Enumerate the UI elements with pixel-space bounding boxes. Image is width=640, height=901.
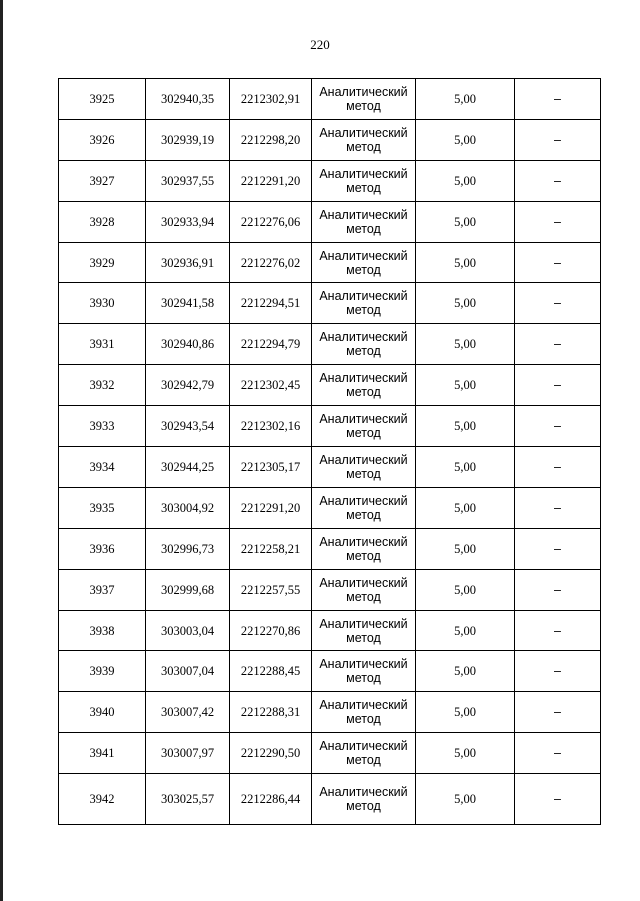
note-cell: – [515,201,601,242]
note-cell: – [515,406,601,447]
table-body [59,79,601,825]
error-cell: 5,00 [416,201,515,242]
table-row [59,774,601,825]
note-cell: – [515,283,601,324]
error-cell: 5,00 [416,324,515,365]
y-coordinate-cell: 2212288,45 [230,651,312,692]
method-cell: Аналитический метод [312,160,416,201]
y-coordinate-cell: 2212290,50 [230,733,312,774]
x-coordinate-cell: 302944,25 [146,447,230,488]
method-cell: Аналитический метод [312,119,416,160]
note-cell: – [515,324,601,365]
y-coordinate-cell: 2212291,20 [230,160,312,201]
point-number-cell: 3937 [59,569,146,610]
y-coordinate-cell: 2212302,16 [230,406,312,447]
x-coordinate-cell: 303003,04 [146,610,230,651]
y-coordinate-cell: 2212298,20 [230,119,312,160]
x-coordinate-cell: 302933,94 [146,201,230,242]
point-number-cell: 3934 [59,447,146,488]
error-cell: 5,00 [416,651,515,692]
table-row [59,242,601,283]
error-cell: 5,00 [416,610,515,651]
y-coordinate-cell: 2212257,55 [230,569,312,610]
method-cell: Аналитический метод [312,733,416,774]
point-number-cell: 3939 [59,651,146,692]
point-number-cell: 3940 [59,692,146,733]
table-row [59,365,601,406]
x-coordinate-cell: 302940,35 [146,79,230,120]
note-cell: – [515,774,601,825]
x-coordinate-cell: 303007,97 [146,733,230,774]
method-cell: Аналитический метод [312,528,416,569]
y-coordinate-cell: 2212258,21 [230,528,312,569]
y-coordinate-cell: 2212286,44 [230,774,312,825]
y-coordinate-cell: 2212302,91 [230,79,312,120]
x-coordinate-cell: 302936,91 [146,242,230,283]
note-cell: – [515,487,601,528]
table-row [59,733,601,774]
method-cell: Аналитический метод [312,79,416,120]
method-cell: Аналитический метод [312,610,416,651]
method-cell: Аналитический метод [312,774,416,825]
method-cell: Аналитический метод [312,283,416,324]
point-number-cell: 3927 [59,160,146,201]
x-coordinate-cell: 302937,55 [146,160,230,201]
x-coordinate-cell: 303007,04 [146,651,230,692]
point-number-cell: 3941 [59,733,146,774]
note-cell: – [515,242,601,283]
table-row [59,201,601,242]
table-row [59,447,601,488]
error-cell: 5,00 [416,242,515,283]
note-cell: – [515,692,601,733]
error-cell: 5,00 [416,406,515,447]
table-row [59,610,601,651]
x-coordinate-cell: 302940,86 [146,324,230,365]
error-cell: 5,00 [416,79,515,120]
point-number-cell: 3935 [59,487,146,528]
point-number-cell: 3928 [59,201,146,242]
table-row [59,406,601,447]
y-coordinate-cell: 2212302,45 [230,365,312,406]
scan-edge [0,0,3,901]
error-cell: 5,00 [416,774,515,825]
point-number-cell: 3930 [59,283,146,324]
note-cell: – [515,447,601,488]
point-number-cell: 3926 [59,119,146,160]
x-coordinate-cell: 302943,54 [146,406,230,447]
y-coordinate-cell: 2212294,51 [230,283,312,324]
x-coordinate-cell: 302996,73 [146,528,230,569]
coordinates-table [58,78,601,825]
method-cell: Аналитический метод [312,242,416,283]
page-number: 220 [310,37,330,52]
error-cell: 5,00 [416,487,515,528]
table-row [59,528,601,569]
method-cell: Аналитический метод [312,569,416,610]
table-row [59,283,601,324]
note-cell: – [515,119,601,160]
note-cell: – [515,651,601,692]
x-coordinate-cell: 302942,79 [146,365,230,406]
error-cell: 5,00 [416,528,515,569]
note-cell: – [515,733,601,774]
x-coordinate-cell: 303025,57 [146,774,230,825]
y-coordinate-cell: 2212305,17 [230,447,312,488]
method-cell: Аналитический метод [312,692,416,733]
error-cell: 5,00 [416,119,515,160]
y-coordinate-cell: 2212276,02 [230,242,312,283]
y-coordinate-cell: 2212288,31 [230,692,312,733]
note-cell: – [515,365,601,406]
table-row [59,569,601,610]
note-cell: – [515,569,601,610]
table-row [59,487,601,528]
x-coordinate-cell: 303004,92 [146,487,230,528]
note-cell: – [515,528,601,569]
x-coordinate-cell: 302939,19 [146,119,230,160]
table-row [59,324,601,365]
note-cell: – [515,79,601,120]
error-cell: 5,00 [416,569,515,610]
x-coordinate-cell: 302999,68 [146,569,230,610]
table-row [59,160,601,201]
method-cell: Аналитический метод [312,324,416,365]
method-cell: Аналитический метод [312,406,416,447]
method-cell: Аналитический метод [312,651,416,692]
table-row [59,79,601,120]
error-cell: 5,00 [416,692,515,733]
note-cell: – [515,160,601,201]
error-cell: 5,00 [416,365,515,406]
point-number-cell: 3932 [59,365,146,406]
table-row [59,119,601,160]
point-number-cell: 3933 [59,406,146,447]
x-coordinate-cell: 303007,42 [146,692,230,733]
point-number-cell: 3942 [59,774,146,825]
y-coordinate-cell: 2212291,20 [230,487,312,528]
point-number-cell: 3936 [59,528,146,569]
point-number-cell: 3938 [59,610,146,651]
error-cell: 5,00 [416,283,515,324]
point-number-cell: 3929 [59,242,146,283]
table-row [59,651,601,692]
point-number-cell: 3931 [59,324,146,365]
method-cell: Аналитический метод [312,365,416,406]
error-cell: 5,00 [416,160,515,201]
y-coordinate-cell: 2212276,06 [230,201,312,242]
note-cell: – [515,610,601,651]
table-row [59,692,601,733]
method-cell: Аналитический метод [312,487,416,528]
method-cell: Аналитический метод [312,447,416,488]
y-coordinate-cell: 2212294,79 [230,324,312,365]
y-coordinate-cell: 2212270,86 [230,610,312,651]
x-coordinate-cell: 302941,58 [146,283,230,324]
method-cell: Аналитический метод [312,201,416,242]
point-number-cell: 3925 [59,79,146,120]
error-cell: 5,00 [416,447,515,488]
error-cell: 5,00 [416,733,515,774]
